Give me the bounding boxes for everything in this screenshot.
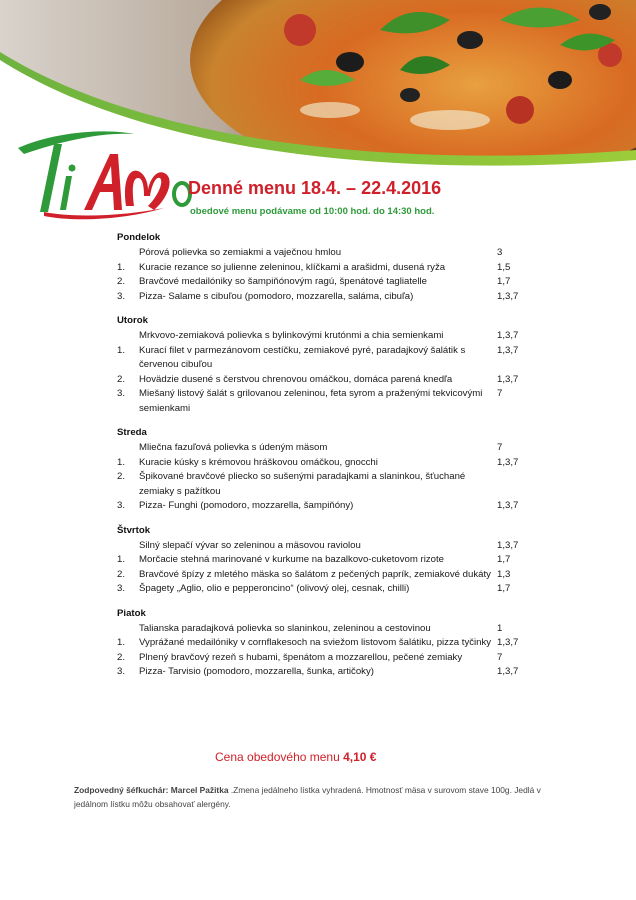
menu-item bbox=[117, 651, 537, 666]
day-section bbox=[117, 231, 537, 304]
day-section bbox=[117, 314, 537, 416]
tiamo-logo bbox=[14, 120, 194, 220]
allergen-codes: 1,7 bbox=[497, 276, 511, 287]
item-number: 1. bbox=[117, 344, 126, 356]
menu-item bbox=[117, 246, 537, 261]
item-number: 2. bbox=[117, 651, 126, 663]
menu-item bbox=[117, 553, 537, 568]
allergen-codes: 1,5 bbox=[497, 261, 511, 273]
item-number: 1. bbox=[117, 261, 126, 273]
dish-name: Kuracie rezance so julienne zeleninou, klíčkami a arašidmi, dusená ryža bbox=[139, 261, 446, 273]
dish-name: Morčacie stehná marinované v kurkume na bazalkovo-cuketovom rizote bbox=[139, 554, 445, 565]
allergen-codes: 1,3,7 bbox=[497, 539, 519, 551]
dish-name: Pórová polievka so zemiakmi a vaječnou hmlou bbox=[139, 247, 342, 258]
menu-item bbox=[117, 261, 537, 276]
menu-item bbox=[117, 582, 537, 597]
day-section bbox=[117, 524, 537, 597]
dish-name: Kuracie kúsky s krémovou hráškovou omáčkou, gnocchi bbox=[139, 456, 378, 468]
item-number: 1. bbox=[117, 637, 126, 648]
item-number: 2. bbox=[117, 276, 126, 287]
menu-item bbox=[117, 665, 537, 680]
item-number: 3. bbox=[117, 500, 126, 511]
dish-name: Pizza- Salame s cibuľou (pomodoro, mozzarella, saláma, cibuľa) bbox=[139, 290, 414, 302]
allergen-codes: 7 bbox=[497, 651, 503, 663]
dish-name: Špagety „Aglio, olio e pepperoncino“ (olivový olej, cesnak, chilli) bbox=[139, 583, 410, 594]
item-number: 3. bbox=[117, 388, 126, 399]
dish-name: Vyprážané medailóniky v cornflakesoch na sviežom listovom šalátiku, pizza tyčinky bbox=[139, 637, 492, 648]
item-number: 2. bbox=[117, 471, 126, 482]
allergen-codes: 7 bbox=[497, 388, 503, 399]
allergen-codes: 3 bbox=[497, 247, 503, 258]
item-number: 3. bbox=[117, 666, 126, 677]
footer-note bbox=[74, 783, 554, 811]
dish-name: Pizza- Tarvisio (pomodoro, mozzarella, šunka, artičoky) bbox=[139, 666, 374, 677]
menu-item bbox=[117, 275, 537, 290]
menu-item bbox=[117, 568, 537, 583]
item-number bbox=[117, 441, 139, 456]
dish-name: Plnený bravčový rezeň s hubami, špenátom a mozzarellou, pečené zemiaky bbox=[139, 651, 463, 663]
allergen-codes: 1 bbox=[497, 622, 503, 634]
allergen-codes: 7 bbox=[497, 442, 503, 453]
menu-item bbox=[117, 373, 537, 388]
allergen-codes: 1,3,7 bbox=[497, 500, 519, 511]
dish-name: Kurací filet v parmezánovom cestíčku, zemiakové pyré, paradajkový šalátik s červenou cibuľou bbox=[139, 344, 466, 370]
menu-item bbox=[117, 499, 537, 514]
dish-name: Bravčové medailóniky so šampiňónovým ragú, špenátové tagliatelle bbox=[139, 276, 427, 287]
allergen-codes: 1,3,7 bbox=[497, 666, 519, 677]
menu-item bbox=[117, 441, 537, 456]
menu-item bbox=[117, 636, 537, 651]
dish-name: Bravčové špízy z mletého mäska so šalátom z pečených paprík, zemiakové dukáty bbox=[139, 568, 491, 580]
menu-item bbox=[117, 470, 537, 499]
menu-item bbox=[117, 344, 537, 373]
allergen-codes: 1,3,7 bbox=[497, 456, 519, 468]
item-number bbox=[117, 329, 139, 344]
price-label: Cena obedového menu bbox=[215, 750, 340, 764]
dish-name: Silný slepačí vývar so zeleninou a mäsovou raviolou bbox=[139, 539, 361, 551]
allergen-codes: 1,3,7 bbox=[497, 290, 519, 302]
item-number: 3. bbox=[117, 290, 126, 302]
dish-name: Hovädzie dusené s čerstvou chrenovou omáčkou, domáca parená knedľa bbox=[139, 373, 453, 385]
menu-item bbox=[117, 387, 537, 416]
item-number bbox=[117, 622, 139, 637]
item-number: 2. bbox=[117, 568, 126, 580]
day-name: Streda bbox=[117, 427, 147, 438]
allergen-codes: 1,3,7 bbox=[497, 373, 519, 385]
item-number: 1. bbox=[117, 456, 126, 468]
dish-name: Špikované bravčové pliecko so sušenými paradajkami a slaninkou, šťuchané zemiaky s pažítkou bbox=[139, 471, 466, 497]
allergen-codes: 1,3,7 bbox=[497, 344, 519, 356]
day-name: Štvrtok bbox=[117, 524, 151, 536]
dish-name: Talianska paradajková polievka so slaninkou, zeleninou a cestovinou bbox=[139, 622, 431, 634]
day-name: Pondelok bbox=[117, 232, 161, 243]
menu-item bbox=[117, 290, 537, 305]
disclaimer-text: .Zmena jedálneho lístka vyhradená. Hmotnosť mäsa v surovom stave 100g. Jedlá v jedálnom lístku môžu obsahovať alergény. bbox=[74, 785, 541, 809]
menu-item bbox=[117, 622, 537, 637]
dish-name: Pizza- Funghi (pomodoro, mozzarella, šampiňóny) bbox=[139, 500, 354, 511]
serving-hours: obedové menu podávame od 10:00 hod. do 14:30 hod. bbox=[190, 206, 435, 217]
menu-item bbox=[117, 539, 537, 554]
allergen-codes: 1,3 bbox=[497, 568, 511, 580]
menu-item bbox=[117, 329, 537, 344]
item-number: 1. bbox=[117, 554, 126, 565]
item-number bbox=[117, 539, 139, 554]
allergen-codes: 1,7 bbox=[497, 583, 511, 594]
allergen-codes: 1,7 bbox=[497, 554, 511, 565]
menu-item bbox=[117, 456, 537, 471]
day-section bbox=[117, 426, 537, 514]
page-title: Denné menu 18.4. – 22.4.2016 bbox=[188, 178, 442, 198]
dish-name: Miešaný listový šalát s grilovanou zeleninou, feta syrom a praženými tekvicovými semienkami bbox=[139, 388, 483, 414]
chef-name: Zodpovedný šéfkuchár: Marcel Pažitka bbox=[74, 785, 229, 795]
day-name: Piatok bbox=[117, 607, 146, 619]
dish-name: Mrkvovo-zemiaková polievka s bylinkovými krutónmi a chia semienkami bbox=[139, 330, 444, 341]
weekly-menu bbox=[117, 231, 537, 690]
menu-price bbox=[215, 750, 376, 764]
item-number: 3. bbox=[117, 583, 126, 594]
price-value: 4,10 € bbox=[343, 750, 377, 764]
day-name: Utorok bbox=[117, 315, 148, 326]
item-number: 2. bbox=[117, 373, 126, 385]
dish-name: Mliečna fazuľová polievka s údeným mäsom bbox=[139, 442, 328, 453]
item-number bbox=[117, 246, 139, 261]
day-section bbox=[117, 607, 537, 680]
allergen-codes: 1,3,7 bbox=[497, 637, 519, 648]
allergen-codes: 1,3,7 bbox=[497, 330, 519, 341]
